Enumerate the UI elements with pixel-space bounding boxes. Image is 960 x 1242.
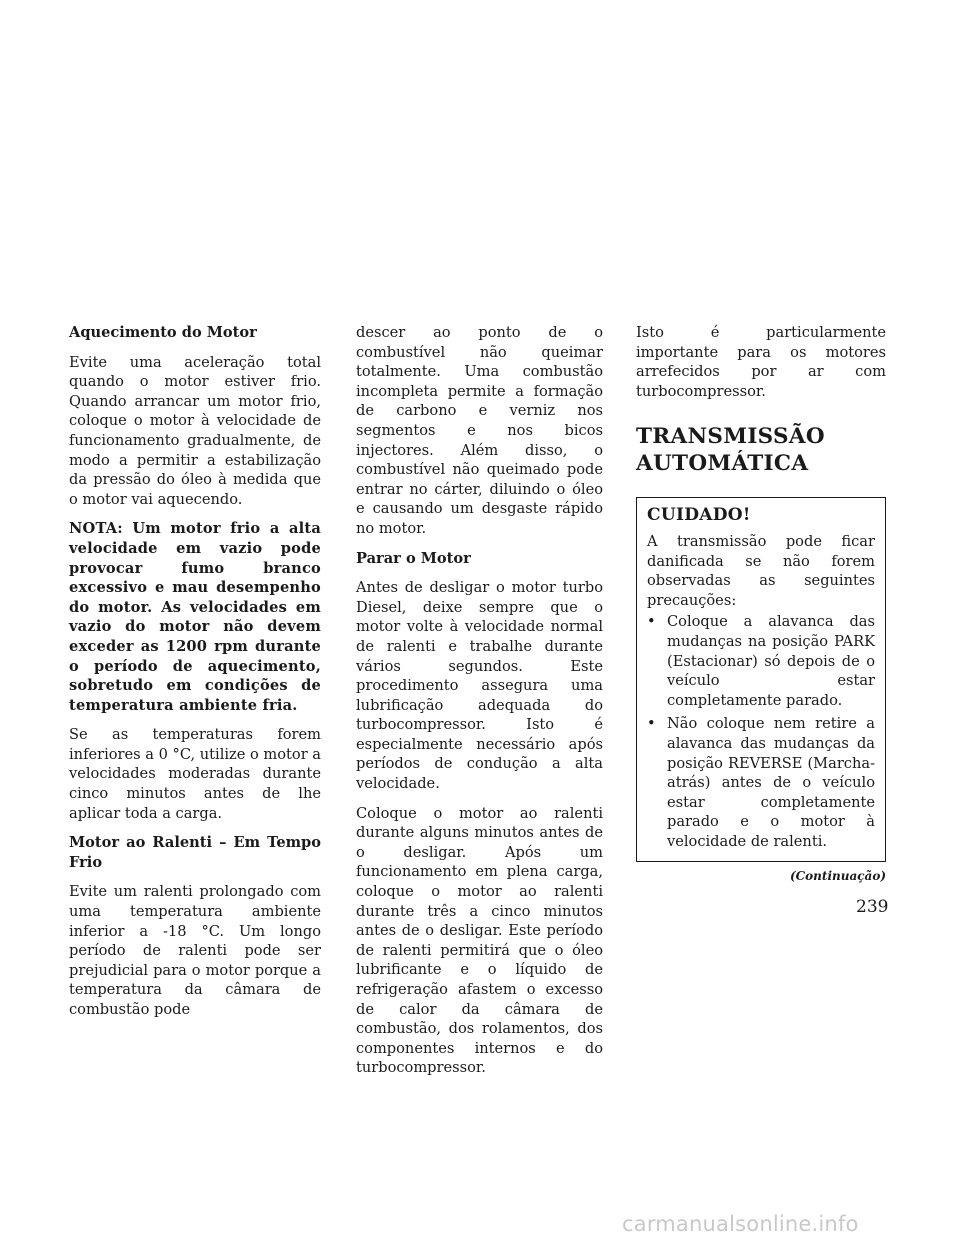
caution-item bbox=[647, 612, 875, 710]
paragraph-low-temperature: Se as temperaturas forem inferiores a 0 °C, utilize o motor a velocidades moderadas durante cinco minutos antes de lhe aplicar toda a carga. bbox=[69, 726, 322, 822]
page-number: 239 bbox=[856, 897, 889, 917]
note-cold-engine: NOTA: Um motor frio a alta velocidade em vazio pode provocar fumo branco excessivo e mau desempenho do motor. As velocidades em vazio do motor não devem exceder as 1200 rpm durante o período de aquecimento, sobretudo em condições de temperatura ambiente fria. bbox=[69, 520, 321, 714]
caution-title: CUIDADO! bbox=[647, 505, 751, 526]
caution-list bbox=[647, 612, 875, 851]
bullet-icon: • bbox=[647, 613, 656, 631]
paragraph-air-cooled: Isto é particularmente importante para os motores arrefecidos por ar com turbocompressor. bbox=[636, 324, 886, 400]
column-right bbox=[636, 323, 886, 887]
caution-intro: A transmissão pode ficar danificada se não forem observadas as seguintes precauções: bbox=[647, 532, 875, 609]
column-left bbox=[69, 323, 321, 1030]
heading-stop-engine: Parar o Motor bbox=[356, 549, 471, 567]
heading-cold-idle: Motor ao Ralenti – Em Tempo Frio bbox=[69, 834, 321, 871]
section-title-automatic-transmission bbox=[636, 423, 886, 477]
paragraph-warmup: Evite uma aceleração total quando o motor estiver frio. Quando arrancar um motor frio, coloque o motor à velocidade de funcionamento gradualmente, de modo a permitir a estabilização da pressão do óleo à medida que o motor vai aquecendo. bbox=[69, 353, 321, 508]
caution-item-text: Não coloque nem retire a alavanca das mudanças da posição REVERSE (Marcha-atrás) antes de o veículo estar completamente parado e o motor à velocidade de ralenti. bbox=[667, 715, 875, 850]
section-title-line2: AUTOMÁTICA bbox=[636, 451, 809, 477]
section-title-line1: TRANSMISSÃO bbox=[636, 424, 825, 450]
continuation-marker: (Continuação) bbox=[789, 869, 886, 884]
watermark: carmanualsonline.info bbox=[622, 1212, 859, 1236]
paragraph-combustion-continued: descer ao ponto de o combustível não queimar totalmente. Uma combustão incompleta permite a formação de carbono e verniz nos segmentos e nos bicos injectores. Além disso, o combustível não queimado pode entrar no cárter, diluindo o óleo e causando um desgaste rápido no motor. bbox=[356, 324, 603, 537]
paragraph-stop-turbo: Antes de desligar o motor turbo Diesel, deixe sempre que o motor volte à velocidade normal de ralenti e trabalhe durante vários segundos. Este procedimento assegura uma lubrificação adequada do turbocompressor. Isto é especialmente necessário após períodos de condução a alta velocidade. bbox=[356, 579, 603, 793]
caution-item-text: Coloque a alavanca das mudanças na posição PARK (Estacionar) só depois de o veículo estar completamente parado. bbox=[667, 613, 875, 709]
bullet-icon: • bbox=[647, 715, 656, 733]
caution-item bbox=[647, 714, 875, 851]
paragraph-cold-idle: Evite um ralenti prolongado com uma temperatura ambiente inferior a -18 °C. Um longo período de ralenti pode ser prejudicial para o motor porque a temperatura da câmara de combustão pode bbox=[69, 883, 321, 1018]
heading-engine-warmup: Aquecimento do Motor bbox=[69, 324, 257, 341]
caution-box bbox=[636, 497, 886, 862]
column-middle bbox=[356, 323, 603, 1088]
paragraph-stop-idle: Coloque o motor ao ralenti durante alguns minutos antes de o desligar. Após um funcionamento em plena carga, coloque o motor ao ralenti durante três a cinco minutos antes de o desligar. Este período de ralenti permitirá que o óleo lubrificante e o líquido de refrigeração afastem o excesso de calor da câmara de combustão, dos rolamentos, dos componentes internos e do turbocompressor. bbox=[356, 804, 603, 1077]
